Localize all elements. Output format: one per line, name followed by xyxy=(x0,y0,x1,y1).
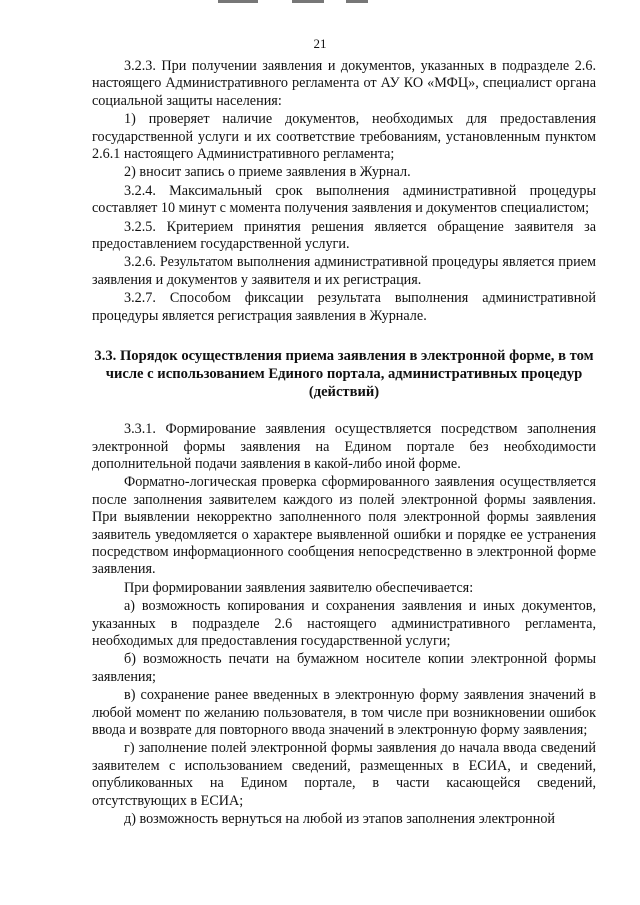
page-number: 21 xyxy=(313,36,327,51)
paragraph: 3.2.5. Критерием принятия решения является обращение заявителя за предоставлением государственной услуги. xyxy=(92,218,596,253)
document-body xyxy=(92,58,596,828)
paragraph: д) возможность вернуться на любой из этапов заполнения электронной xyxy=(124,811,555,828)
paragraph: 3.3.1. Формирование заявления осуществляется посредством заполнения электронной формы заявления на Едином портале без необходимости дополнительной подачи заявления в какой-либо иной форме. xyxy=(92,421,596,472)
paragraph: в) сохранение ранее введенных в электронную форму заявления значений в любой момент по желанию пользователя, в том числе при возникновении ошибок ввода и возврате для повторного ввода значений в электронную форму заявления; xyxy=(92,687,596,738)
paragraph: 3.2.7. Способом фиксации результата выполнения административной процедуры является регистрация заявления в Журнале. xyxy=(92,290,596,324)
paragraph: 3.2.6. Результатом выполнения административной процедуры является прием заявления и документов у заявителя и их регистрация. xyxy=(92,254,596,288)
scan-artifact xyxy=(346,0,368,3)
paragraph: б) возможность печати на бумажном носителе копии электронной формы заявления; xyxy=(92,651,596,685)
paragraph: Форматно-логическая проверка сформированного заявления осуществляется после заполнения заявителем каждого из полей электронной формы заявления. При выявлении некорректно заполненного поля электронной формы заявления заявитель уведомляется о характере выявленной ошибки и порядке ее устранения посредством информационного сообщения непосредственно в электронной форме заявления. xyxy=(92,474,596,578)
paragraph: г) заполнение полей электронной формы заявления до начала ввода сведений заявителем с использованием сведений, размещенных в ЕСИА, и сведений, опубликованных на Едином портале, в части касающейся сведений, отсутствующих в ЕСИА; xyxy=(92,740,596,809)
section-heading: 3.3. Порядок осуществления приема заявления в электронной форме, в том числе с использованием Единого портала, административных процедур (действий) xyxy=(94,348,594,401)
paragraph: 2) вносит запись о приеме заявления в Журнал. xyxy=(124,164,411,181)
scan-artifact xyxy=(218,0,258,3)
paragraph: При формировании заявления заявителю обеспечивается: xyxy=(124,579,474,596)
paragraph: 3.2.3. При получении заявления и документов, указанных в подразделе 2.6. настоящего Административного регламента от АУ КО «МФЦ», специалист органа социальной защиты населения: xyxy=(92,58,596,109)
paragraph: а) возможность копирования и сохранения заявления и иных документов, указанных в подразделе 2.6 настоящего административного регламента, необходимых для предоставления государственной услуги; xyxy=(92,598,596,649)
scan-artifact xyxy=(292,0,324,3)
paragraph: 1) проверяет наличие документов, необходимых для предоставления государственной услуги и их соответствие требованиям, установленным пунктом 2.6.1 настоящего Административного регламента; xyxy=(92,111,596,163)
paragraph: 3.2.4. Максимальный срок выполнения административной процедуры составляет 10 минут с момента получения заявления и документов специалистом; xyxy=(92,182,596,217)
